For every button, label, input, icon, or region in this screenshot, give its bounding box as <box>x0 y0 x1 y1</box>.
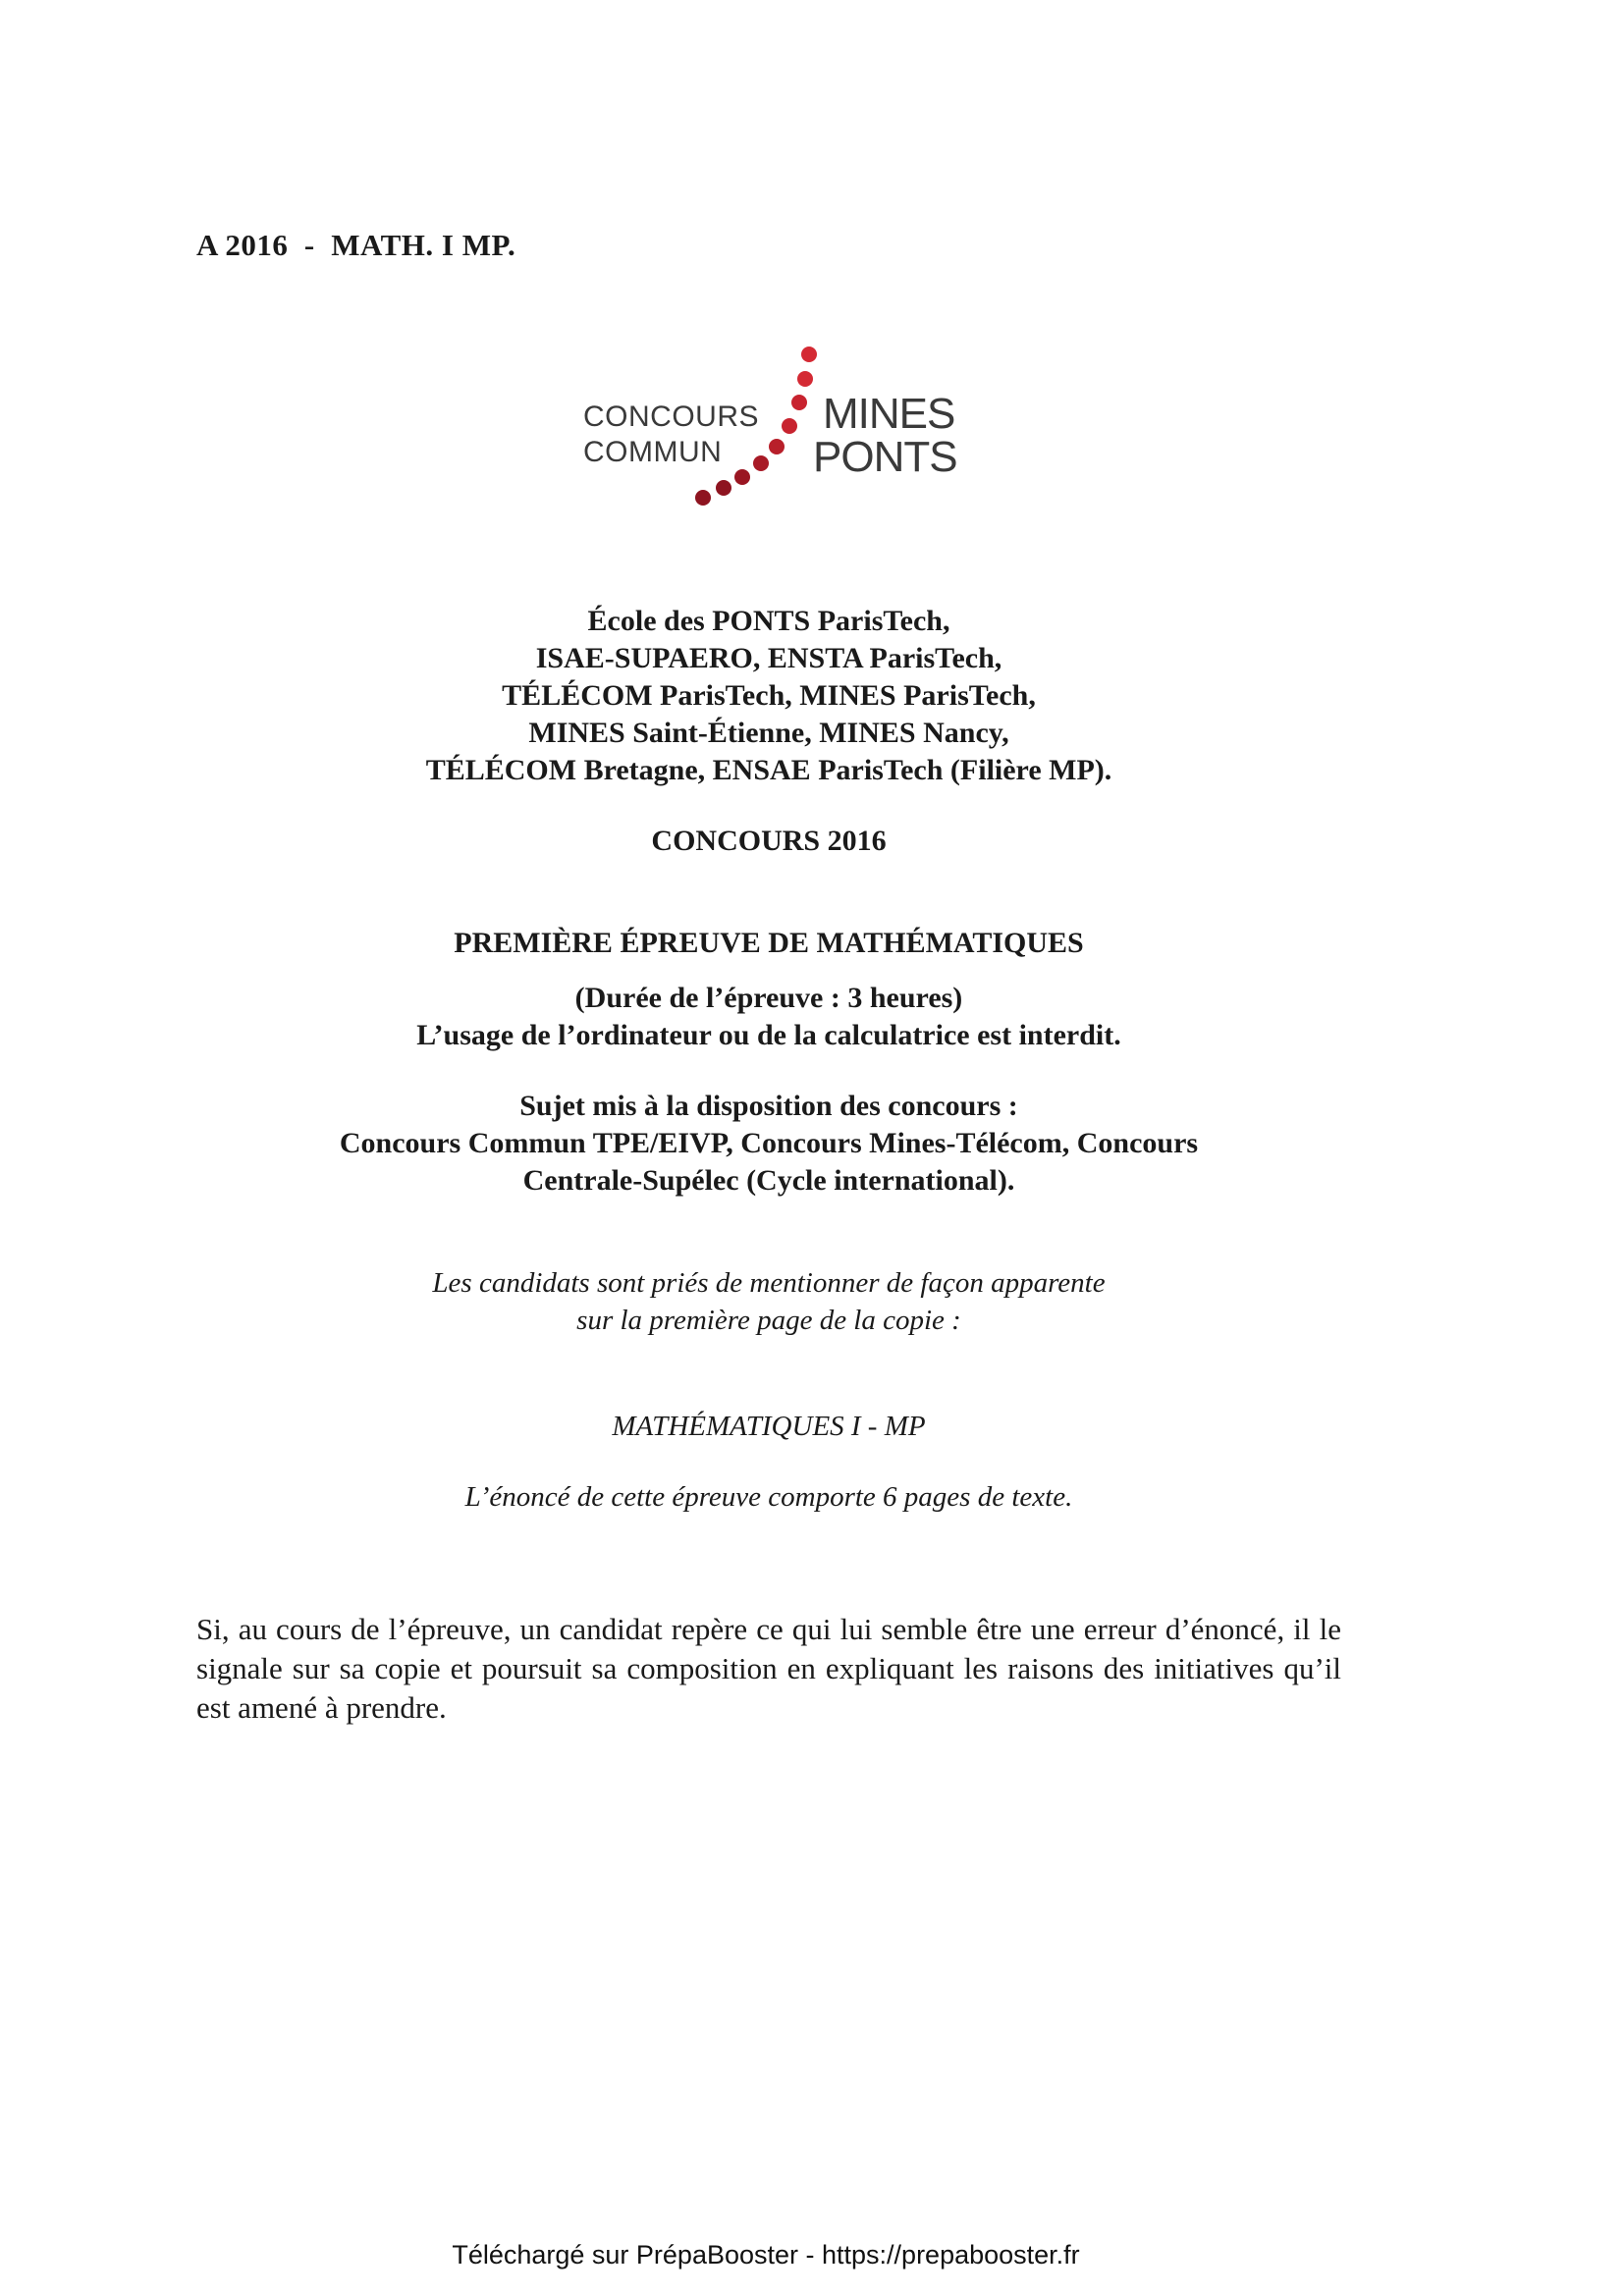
school-line: École des PONTS ParisTech, <box>587 605 950 637</box>
candidate-instructions <box>196 1264 1341 1339</box>
logo-dot <box>782 418 797 434</box>
school-line: MINES Saint-Étienne, MINES Nancy, <box>528 717 1009 749</box>
concours-commun-mines-ponts-logo <box>581 346 964 512</box>
logo-text-mines: MINES <box>823 390 955 438</box>
availability-line: Concours Commun TPE/EIVP, Concours Mines-Télécom, Concours <box>339 1127 1199 1159</box>
exam-title: PREMIÈRE ÉPREUVE DE MATHÉMATIQUES <box>454 927 1084 959</box>
school-line: TÉLÉCOM ParisTech, MINES ParisTech, <box>502 679 1036 712</box>
availability-line: Centrale-Supélec (Cycle international). <box>522 1164 1015 1197</box>
download-footer: Téléchargé sur PrépaBooster - https://prepabooster.fr <box>452 2240 1080 2269</box>
exam-rules <box>196 980 1341 1054</box>
availability-line: Sujet mis à la disposition des concours : <box>519 1090 1018 1122</box>
instruction-line: Les candidats sont priés de mentionner de façon apparente <box>432 1267 1106 1299</box>
school-line: TÉLÉCOM Bretagne, ENSAE ParisTech (Filière MP). <box>425 754 1112 786</box>
exam-reference: A 2016 - MATH. I MP. <box>196 228 516 262</box>
logo-dot <box>716 480 731 496</box>
instruction-line: sur la première page de la copie : <box>576 1305 961 1336</box>
logo-text-concours: CONCOURS <box>583 400 760 433</box>
logo-dot <box>734 469 750 485</box>
availability-notice <box>196 1088 1341 1200</box>
logo-dot <box>797 371 813 387</box>
logo-text-commun: COMMUN <box>583 436 723 468</box>
exam-duration: (Durée de l’épreuve : 3 heures) <box>574 982 963 1014</box>
contest-year: CONCOURS 2016 <box>651 825 887 857</box>
logo-text-ponts: PONTS <box>813 433 957 481</box>
calculator-rule: L’usage de l’ordinateur ou de la calculatrice est interdit. <box>416 1019 1121 1051</box>
error-notice-paragraph: Si, au cours de l’épreuve, un candidat repère ce qui lui semble être une erreur d’énoncé, il le signale sur sa copie et poursuit sa composition en expliquant les raisons des initiatives qu’il est amené à prendre. <box>196 1612 1341 1725</box>
logo-dot <box>801 347 817 362</box>
logo-dot <box>753 455 769 471</box>
page-count: L’énoncé de cette épreuve comporte 6 pages de texte. <box>464 1481 1073 1513</box>
logo-dot <box>791 395 807 410</box>
logo-dot <box>769 439 785 454</box>
schools-list <box>196 603 1341 789</box>
school-line: ISAE-SUPAERO, ENSTA ParisTech, <box>535 642 1002 674</box>
copy-label: MATHÉMATIQUES I - MP <box>612 1411 926 1442</box>
logo-dot <box>695 490 711 506</box>
